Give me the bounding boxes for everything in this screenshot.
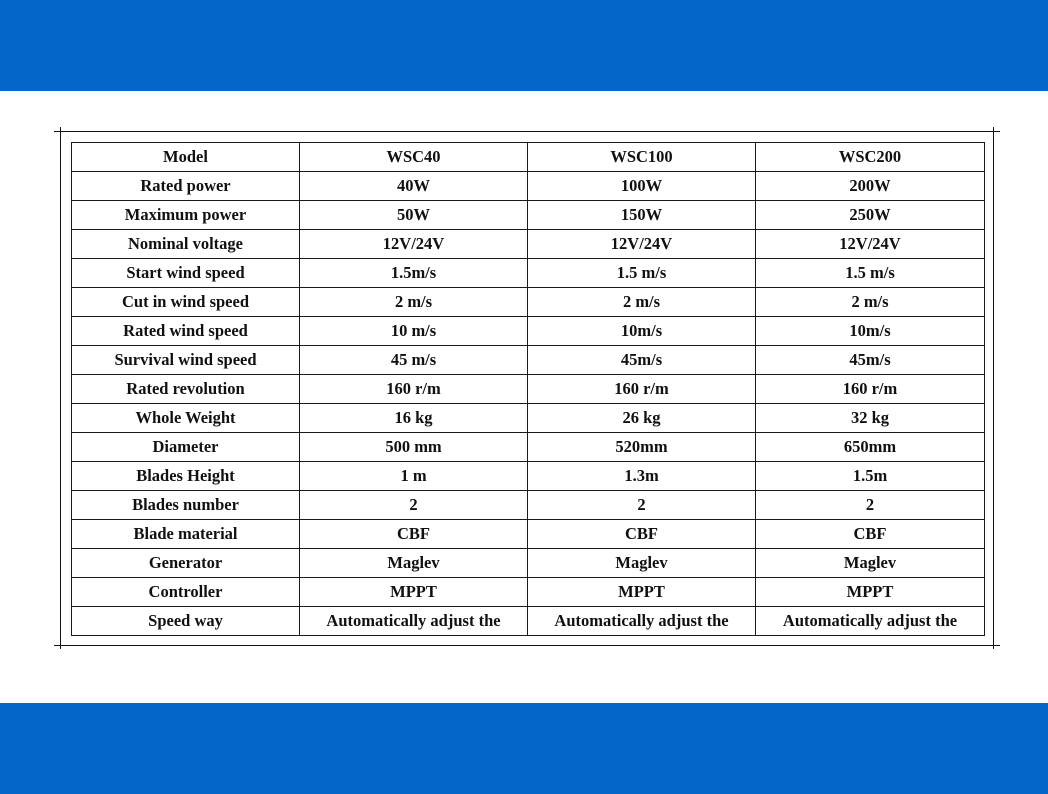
row-label-cell: Speed way [72,607,300,636]
header-cell-label: Model [72,143,300,172]
value-cell: 10 m/s [300,317,528,346]
value-cell: 160 r/m [300,375,528,404]
row-label-cell: Nominal voltage [72,230,300,259]
row-label-cell: Start wind speed [72,259,300,288]
table-row [72,259,985,288]
value-cell: Automatically adjust the [528,607,756,636]
value-cell: MPPT [300,578,528,607]
value-cell: 1.3m [528,462,756,491]
top-blue-band [0,0,1048,91]
value-cell: 12V/24V [300,230,528,259]
value-cell: MPPT [756,578,985,607]
table-row [72,607,985,636]
value-cell: 10m/s [528,317,756,346]
value-cell: 45 m/s [300,346,528,375]
value-cell: 12V/24V [528,230,756,259]
value-cell: 160 r/m [528,375,756,404]
value-cell: 12V/24V [756,230,985,259]
value-cell: Maglev [528,549,756,578]
value-cell: MPPT [528,578,756,607]
table-row [72,491,985,520]
value-cell: CBF [300,520,528,549]
table-row [72,288,985,317]
table-row [72,375,985,404]
row-label-cell: Cut in wind speed [72,288,300,317]
value-cell: 250W [756,201,985,230]
row-label-cell: Blades Height [72,462,300,491]
table-row [72,433,985,462]
frame-right-line [993,127,994,649]
table-row [72,172,985,201]
header-cell-wsc100: WSC100 [528,143,756,172]
value-cell: 100W [528,172,756,201]
value-cell: Maglev [300,549,528,578]
row-label-cell: Controller [72,578,300,607]
table-row [72,462,985,491]
row-label-cell: Rated revolution [72,375,300,404]
value-cell: 2 m/s [300,288,528,317]
row-label-cell: Diameter [72,433,300,462]
bottom-blue-band [0,703,1048,794]
row-label-cell: Survival wind speed [72,346,300,375]
row-label-cell: Blade material [72,520,300,549]
row-label-cell: Generator [72,549,300,578]
table-row [72,404,985,433]
value-cell: Maglev [756,549,985,578]
value-cell: 2 [528,491,756,520]
value-cell: 150W [528,201,756,230]
table-row [72,201,985,230]
value-cell: 2 m/s [528,288,756,317]
frame-top-line [54,131,1000,132]
value-cell: 1.5 m/s [756,259,985,288]
value-cell: Automatically adjust the [300,607,528,636]
value-cell: 10m/s [756,317,985,346]
value-cell: 1 m [300,462,528,491]
value-cell: 1.5m [756,462,985,491]
value-cell: 50W [300,201,528,230]
value-cell: Automatically adjust the [756,607,985,636]
value-cell: CBF [756,520,985,549]
row-label-cell: Rated power [72,172,300,201]
table-row [72,346,985,375]
row-label-cell: Rated wind speed [72,317,300,346]
spec-table [71,142,985,636]
value-cell: 2 m/s [756,288,985,317]
row-label-cell: Maximum power [72,201,300,230]
value-cell: 45m/s [756,346,985,375]
table-row [72,317,985,346]
row-label-cell: Blades number [72,491,300,520]
row-label-cell: Whole Weight [72,404,300,433]
table-row [72,520,985,549]
value-cell: 200W [756,172,985,201]
value-cell: 45m/s [528,346,756,375]
table-header-row [72,143,985,172]
value-cell: 2 [300,491,528,520]
value-cell: 1.5m/s [300,259,528,288]
header-cell-wsc40: WSC40 [300,143,528,172]
frame-left-line [60,127,61,649]
value-cell: CBF [528,520,756,549]
value-cell: 1.5 m/s [528,259,756,288]
table-row [72,578,985,607]
value-cell: 160 r/m [756,375,985,404]
value-cell: 16 kg [300,404,528,433]
table-row [72,230,985,259]
frame-bottom-line [54,645,1000,646]
value-cell: 520mm [528,433,756,462]
value-cell: 32 kg [756,404,985,433]
value-cell: 2 [756,491,985,520]
table-row [72,549,985,578]
header-cell-wsc200: WSC200 [756,143,985,172]
value-cell: 650mm [756,433,985,462]
value-cell: 500 mm [300,433,528,462]
value-cell: 40W [300,172,528,201]
value-cell: 26 kg [528,404,756,433]
